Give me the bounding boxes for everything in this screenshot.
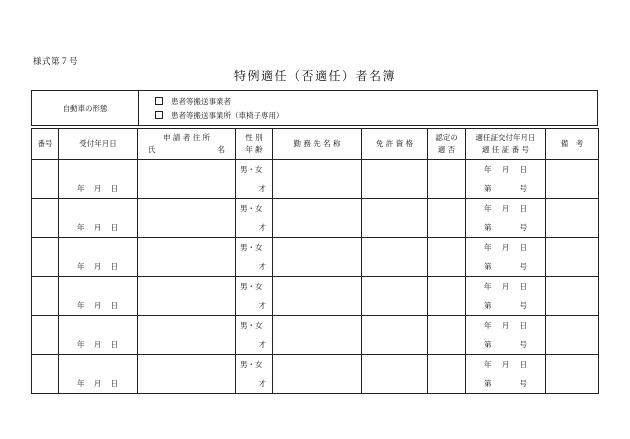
header-certificate [466,129,546,160]
applicant-cell[interactable] [138,238,236,277]
applicant-cell[interactable] [138,199,236,238]
age-label: 才 [258,340,266,349]
checkbox-icon[interactable] [155,111,163,119]
year-label: 年 [484,204,492,213]
cert-number-suffix: 号 [519,301,527,310]
year-label: 年 [77,262,86,271]
certificate-cell[interactable] [466,238,546,277]
certificate-cell[interactable] [466,277,546,316]
header-approval [428,129,466,160]
received-date-fields [59,339,137,350]
option-label: 患者等搬送事業者 [171,96,231,106]
remarks-cell[interactable] [546,160,599,199]
day-label: 日 [519,360,527,369]
year-label: 年 [484,321,492,330]
remarks-cell[interactable] [546,199,599,238]
remarks-cell[interactable] [546,277,599,316]
applicant-cell[interactable] [138,316,236,355]
header-applicant-surname: 氏 [148,145,156,154]
page-title: 特例適任（否適任）者名簿 [233,69,396,83]
header-applicant [138,129,236,160]
workplace-cell[interactable] [273,160,362,199]
received-date-cell[interactable] [59,238,138,277]
cert-date-fields [466,242,545,253]
header-approval-line2: 適 否 [437,145,456,154]
workplace-cell[interactable] [273,316,362,355]
applicant-cell[interactable] [138,277,236,316]
received-date-fields [59,261,137,272]
header-sex-age [236,129,273,160]
day-label: 日 [519,243,527,252]
cert-number-prefix: 第 [484,340,492,349]
number-cell[interactable] [32,316,59,355]
month-label: 月 [501,243,510,252]
cert-number-fields [466,222,545,233]
day-label: 日 [519,321,527,330]
cert-number-prefix: 第 [484,184,492,193]
year-label: 年 [77,184,86,193]
year-label: 年 [484,243,492,252]
cert-number-fields [466,183,545,194]
day-label: 日 [110,184,119,193]
certificate-cell[interactable] [466,199,546,238]
header-cert-date: 適任証交付年月日 [475,133,536,142]
received-date-fields [59,378,137,389]
cert-date-fields [466,320,545,331]
year-label: 年 [484,360,492,369]
remarks-cell[interactable] [546,355,599,394]
table-row [32,199,599,238]
table-row [32,277,599,316]
table-row [32,355,599,394]
month-label: 月 [93,223,103,232]
received-date-cell[interactable] [59,316,138,355]
workplace-cell[interactable] [273,238,362,277]
header-received-date: 受付年月日 [59,129,138,160]
month-label: 月 [501,321,510,330]
workplace-cell[interactable] [273,355,362,394]
age-label: 才 [258,379,266,388]
month-label: 月 [93,379,103,388]
month-label: 月 [501,282,510,291]
cert-number-prefix: 第 [484,223,492,232]
checkbox-icon[interactable] [155,97,163,105]
license-cell[interactable] [362,277,428,316]
age-label: 才 [258,223,266,232]
applicant-cell[interactable] [138,160,236,199]
year-label: 年 [77,301,86,310]
vehicle-form-table [31,90,598,126]
header-remarks: 備 考 [546,129,599,160]
cert-number-suffix: 号 [519,184,527,193]
day-label: 日 [110,262,119,271]
license-cell[interactable] [362,316,428,355]
cert-number-prefix: 第 [484,379,492,388]
sex-label: 男・女 [240,165,263,174]
number-cell[interactable] [32,199,59,238]
workplace-cell[interactable] [273,199,362,238]
day-label: 日 [110,301,119,310]
cert-number-fields [466,339,545,350]
age-label: 才 [258,184,266,193]
day-label: 日 [110,379,119,388]
month-label: 月 [501,360,510,369]
header-row [32,129,599,160]
sex-label: 男・女 [240,321,263,330]
cert-date-fields [466,203,545,214]
approval-cell[interactable] [428,316,466,355]
header-applicant-line2 [138,144,235,156]
vehicle-form-label: 自動車の形態 [32,91,139,125]
header-number: 番号 [32,129,59,160]
sex-age-cell[interactable] [236,277,273,316]
number-cell[interactable] [32,277,59,316]
table-row [32,238,599,277]
day-label: 日 [519,282,527,291]
number-cell[interactable] [32,355,59,394]
header-age: 年 齢 [245,145,263,154]
received-date-cell[interactable] [59,277,138,316]
month-label: 月 [501,204,510,213]
header-applicant-name: 名 [217,145,225,154]
month-label: 月 [93,301,103,310]
cert-date-fields [466,359,545,370]
number-cell[interactable] [32,160,59,199]
month-label: 月 [93,262,103,271]
license-cell[interactable] [362,199,428,238]
header-applicant-line1: 申 請 者 住 所 [162,133,211,142]
workplace-cell[interactable] [273,277,362,316]
cert-number-fields [466,261,545,272]
sex-label: 男・女 [240,243,263,252]
day-label: 日 [519,204,527,213]
table-row [32,160,599,199]
option-wheelchair-only-office[interactable] [155,110,597,121]
header-workplace: 勤 務 先 名 称 [273,129,362,160]
approval-cell[interactable] [428,277,466,316]
received-date-cell[interactable] [59,160,138,199]
license-cell[interactable] [362,355,428,394]
sex-age-cell[interactable] [236,160,273,199]
year-label: 年 [77,340,86,349]
approval-cell[interactable] [428,238,466,277]
certificate-cell[interactable] [466,160,546,199]
month-label: 月 [93,340,103,349]
approval-cell[interactable] [428,160,466,199]
approval-cell[interactable] [428,199,466,238]
remarks-cell[interactable] [546,316,599,355]
form-number: 様式第７号 [33,57,79,67]
year-label: 年 [77,379,86,388]
month-label: 月 [93,184,103,193]
received-date-fields [59,183,137,194]
cert-number-suffix: 号 [519,340,527,349]
received-date-cell[interactable] [59,355,138,394]
number-cell[interactable] [32,238,59,277]
header-approval-line1: 認定の [435,133,458,142]
cert-number-fields [466,300,545,311]
sex-label: 男・女 [240,204,263,213]
approval-cell[interactable] [428,355,466,394]
age-label: 才 [258,301,266,310]
header-sex: 性 別 [245,133,263,142]
remarks-cell[interactable] [546,238,599,277]
received-date-fields [59,300,137,311]
cert-number-suffix: 号 [519,223,527,232]
year-label: 年 [77,223,86,232]
year-label: 年 [484,282,492,291]
age-label: 才 [258,262,266,271]
cert-number-suffix: 号 [519,379,527,388]
received-date-fields [59,222,137,233]
license-cell[interactable] [362,160,428,199]
day-label: 日 [110,340,119,349]
option-patient-transport-operator[interactable] [155,96,597,107]
license-cell[interactable] [362,238,428,277]
certificate-cell[interactable] [466,355,546,394]
sex-age-cell[interactable] [236,199,273,238]
cert-number-suffix: 号 [519,262,527,271]
vehicle-form-options [139,91,597,125]
year-label: 年 [484,165,492,174]
day-label: 日 [519,165,527,174]
certificate-cell[interactable] [466,316,546,355]
cert-number-prefix: 第 [484,262,492,271]
sex-label: 男・女 [240,282,263,291]
received-date-cell[interactable] [59,199,138,238]
header-cert-number: 適 任 証 番 号 [481,145,530,154]
option-label: 患者等搬送事業所（車椅子専用） [171,110,284,120]
cert-number-prefix: 第 [484,301,492,310]
cert-number-fields [466,378,545,389]
sex-age-cell[interactable] [236,316,273,355]
header-license: 免 許 資 格 [362,129,428,160]
roster-table [31,128,599,394]
day-label: 日 [110,223,119,232]
table-row [32,316,599,355]
cert-date-fields [466,164,545,175]
month-label: 月 [501,165,510,174]
sex-age-cell[interactable] [236,238,273,277]
sex-label: 男・女 [240,360,263,369]
sex-age-cell[interactable] [236,355,273,394]
applicant-cell[interactable] [138,355,236,394]
cert-date-fields [466,281,545,292]
